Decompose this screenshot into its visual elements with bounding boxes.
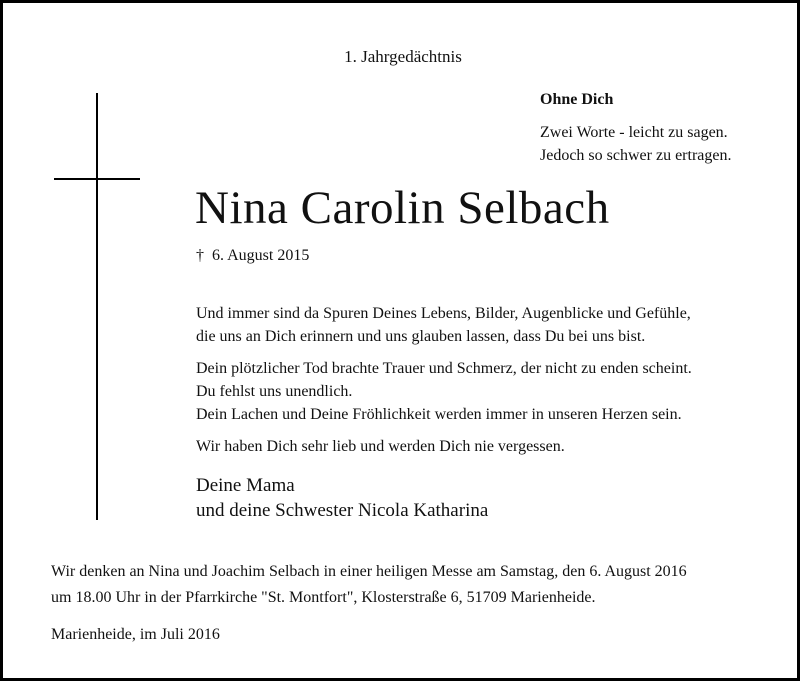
- place-date: Marienheide, im Juli 2016: [51, 626, 220, 643]
- cross-icon-horizontal: [54, 178, 140, 180]
- poem-title: Ohne Dich: [540, 91, 614, 108]
- poem-line: Zwei Worte - leicht zu sagen.: [540, 124, 728, 141]
- poem-line: Jedoch so schwer zu ertragen.: [540, 147, 732, 164]
- deceased-name: Nina Carolin Selbach: [195, 182, 610, 234]
- death-date: 6. August 2015: [212, 247, 310, 264]
- text-line: Dein Lachen und Deine Fröhlichkeit werden immer in unseren Herzen sein.: [196, 406, 682, 423]
- signature-line: Deine Mama: [196, 475, 295, 496]
- text-line: Dein plötzlicher Tod brachte Trauer und Schmerz, der nicht zu enden scheint.: [196, 360, 692, 377]
- signature-block: [196, 473, 488, 523]
- dagger-icon: †: [196, 247, 204, 264]
- notice-line: um 18.00 Uhr in der Pfarrkirche "St. Montfort", Klosterstraße 6, 51709 Marienheide.: [51, 589, 596, 606]
- notice-line: Wir denken an Nina und Joachim Selbach in einer heiligen Messe am Samstag, den 6. August 2016: [51, 563, 687, 580]
- death-date-line: [196, 247, 309, 265]
- anniversary-heading: 1. Jahrgedächtnis: [344, 47, 462, 66]
- text-line: Und immer sind da Spuren Deines Lebens, Bilder, Augenblicke und Gefühle,: [196, 305, 691, 322]
- text-line: die uns an Dich erinnern und uns glauben lassen, dass Du bei uns bist.: [196, 328, 646, 345]
- memorial-text: [196, 293, 692, 467]
- signature-line: und deine Schwester Nicola Katharina: [196, 500, 489, 521]
- text-line: Du fehlst uns unendlich.: [196, 383, 353, 400]
- poem: [540, 121, 731, 167]
- text-line: Wir haben Dich sehr lieb und werden Dich nie vergessen.: [196, 438, 565, 455]
- mass-notice: [51, 559, 687, 611]
- cross-icon-vertical: [96, 93, 98, 520]
